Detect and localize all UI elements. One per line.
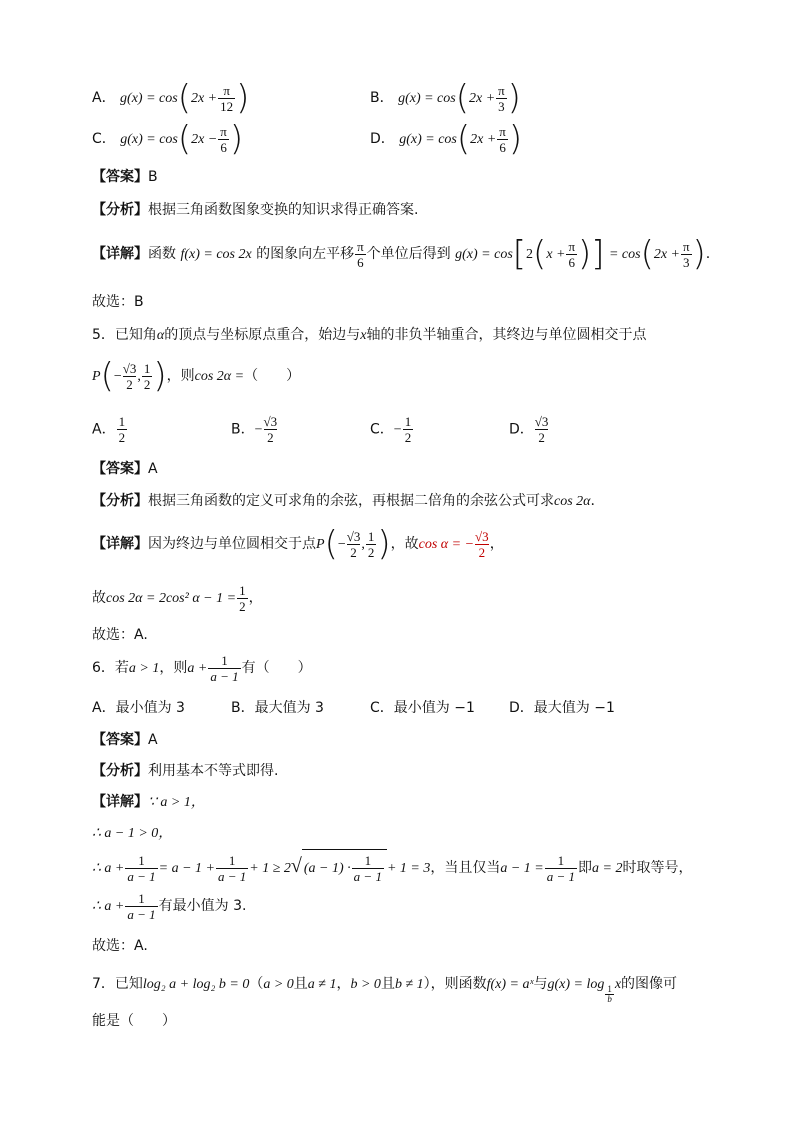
paren-left: ( [177,119,192,159]
q7-stem [92,966,677,1004]
detail-text: 时取等号， [622,860,693,876]
detail-expr: + 1 = 3 [386,861,431,876]
analysis-text: 根据三角函数图象变换的知识求得正确答案. [148,202,419,218]
detail-tag: 【详解】 [92,536,148,552]
detail-eq: = cos [608,247,641,262]
detail-expr: + 1 ≥ 2 [249,861,291,876]
q7-cond: b ≠ 1 [394,977,424,992]
q5-alpha: α [156,328,165,343]
q7-stem-text: 7．已知 [92,976,143,992]
answer-value: A [148,461,158,477]
option-label: A． [92,421,116,438]
detail-cos-frac: $\frac{√3}{2}$ [475,528,489,560]
detail-text: 即 [578,860,593,876]
point-y-frac: $\frac{1}{2}$ [143,360,151,392]
q5-b-frac: $\frac{√3}{2}$ [263,414,278,445]
paren-right: ) [508,119,523,159]
q6-expr: a + [187,661,208,676]
q5-x: x [360,328,367,343]
analysis-expr: cos 2α [554,494,591,509]
q7-fx: f(x) = aˣ [486,977,534,992]
q5-detail-line2 [92,580,263,617]
detail-expr: a − 1 = [500,861,544,876]
q4-option-c-func: g(x) = cos [120,132,178,147]
detail-tag: 【详解】 [92,794,148,810]
q5-analysis [92,490,595,510]
q4-option-c [92,121,243,158]
paren-right: ) [577,234,592,274]
detail-text: 有最小值为 3. [158,898,247,914]
q7-stem-text: 且 [380,976,395,992]
q4-choose: 故选：B [92,294,144,310]
q7-stem-text: 的图像可 [621,976,678,992]
q5-d-frac: $\frac{√3}{2}$ [534,414,549,445]
detail-inner: 2x + [653,247,681,262]
option-sign: − [393,422,402,438]
detail-text: 函数 [148,246,176,262]
point-x-frac: $\frac{√3}{2}$ [122,360,137,392]
q4-option-b-label: B． [370,90,394,106]
q6-frac: $\frac{1}{a - 1}$ [210,652,239,684]
q4-answer [92,166,158,186]
q5-option-a [92,414,128,445]
detail-frac: $\frac{1}{a - 1}$ [546,852,576,884]
option-sign: − [254,422,263,438]
paren-left: ( [324,524,338,564]
result-frac: $\frac{\pi}{3}$ [682,238,690,270]
q5-detail: 【详解】因为终边与单位圆相交于点P(− $\frac{√3}{2}$ , $\frac{1}{2}$ )，故cos α = − $\frac{√3}{2}$ ， [92,524,504,564]
q5-point: P(− $\frac{√3}{2}$ , $\frac{1}{2}$ )，则cos 2α =（ ） [92,356,301,396]
q7-cond: b > 0 [350,977,381,992]
paren-right: ) [377,524,391,564]
q6-stem [92,650,312,687]
point-p: P [316,537,325,552]
detail-text: 的图象向左平移 [256,246,355,262]
detail-expr: a = 2 [592,861,623,876]
q4-analysis [92,199,418,219]
answer-value: B [148,169,158,185]
paren-left: ( [177,78,191,118]
answer-tag: 【答案】 [92,169,148,185]
shift-frac: $\frac{\pi}{6}$ [357,238,364,270]
q5-stem-text: ，则 [166,368,195,384]
q6-analysis [92,760,278,780]
q7-stem-text: ， [336,976,351,992]
paren-left: ( [533,234,547,274]
detail-end: . [705,246,711,262]
option-label: D． [509,421,534,438]
q6-option-a: A．最小值为 3 [92,700,185,716]
answer-tag: 【答案】 [92,732,148,748]
detail-inner: x + [546,247,566,262]
detail-expr: ∴ a + [92,899,125,914]
detail-line: ∵ a > 1， [148,795,205,810]
paren-left: ( [456,119,471,159]
bracket-right: ] [591,234,605,274]
q4-option-d-frac: $\frac{\pi}{6}$ [499,123,506,155]
paren-right: ) [236,78,250,118]
analysis-end: . [590,493,595,509]
q6-stem-text: ，则 [159,660,188,676]
detail-text: 因为终边与单位圆相交于点 [148,536,316,552]
q6-cond: a > 1 [128,661,160,676]
q7-cond: a ≠ 1 [307,977,337,992]
q4-option-d-label: D． [370,131,395,147]
answer-value: A [148,732,158,748]
detail-frac: $\frac{1}{2}$ [239,582,246,614]
q6-option-b: B．最大值为 3 [231,700,324,716]
paren-right: ) [153,356,167,396]
q4-option-c-label: C． [92,131,116,147]
q6-choose: 故选：A. [92,938,148,954]
q7-stem-text: 与 [533,976,548,992]
q6-option-c: C．最小值为 −1 [370,700,475,716]
q6-stem-text: 有（ ） [241,660,312,676]
q4-option-a-inner: 2x + [190,91,218,106]
detail-tag: 【详解】 [92,246,148,262]
point-x-frac: $\frac{√3}{2}$ [346,528,361,560]
q6-detail-line2: ∴ a − 1 > 0， [92,826,173,841]
q4-option-a-label: A． [92,90,116,106]
q5-stem-text: 的顶点与坐标原点重合，始边与 [164,327,361,343]
detail-text: 个单位后得到 [366,246,451,262]
sqrt-body: (a − 1) · $\frac{1}{a - 1}$ [302,849,387,887]
detail-fx: f(x) = cos 2x [180,247,252,262]
analysis-tag: 【分析】 [92,763,148,779]
paren-left: ( [100,356,114,396]
detail-text: ，故 [390,536,419,552]
detail-text: ，当且仅当 [430,860,501,876]
q7-cond: log₂ a + log₂ b = 0 [142,977,250,992]
q4-option-d-func: g(x) = cos [399,132,457,147]
bracket-left: [ [512,234,527,274]
detail-expr: cos 2α = 2cos² α − 1 = [106,591,237,606]
shift-frac: $\frac{\pi}{6}$ [568,238,576,270]
q5-option-d [509,414,549,445]
q6-option-d: D．最大值为 −1 [509,700,615,716]
q6-stem-text: 6．若 [92,660,129,676]
q6-answer [92,729,158,749]
detail-cos: cos α = − [418,537,475,552]
q5-cos2a: cos 2α = [194,369,245,384]
paren-right: ) [507,78,521,118]
q4-option-a [92,80,249,117]
q5-option-b [231,414,278,445]
q7-cond: a > 0 [263,977,294,992]
q7-gx: g(x) = log [547,977,605,992]
detail-frac: $\frac{1}{a - 1}$ [217,852,247,884]
q6-detail-line4 [92,888,246,925]
q7-log-base: $\frac{1}{b}$ [607,984,612,1004]
q6-detail-line3: ∴ a + $\frac{1}{a - 1}$ = a − 1 + $\frac{1}{a - 1}$ + 1 ≥ 2√ (a − 1) · $\frac{1}{a - 1}$ + 1 = 3，当且仅当a − 1 = $\frac{1}{a - 1}$ 即a = 2时取等号， [92,848,693,887]
q5-stem-text: 5．已知角 [92,327,157,343]
detail-gx: g(x) = cos [455,247,513,262]
q4-option-b [370,80,521,117]
paren-right: ) [229,119,244,159]
paren-left: ( [640,234,654,274]
q7-stem-text: （ [249,976,264,992]
detail-expr: = a − 1 + [158,861,215,876]
analysis-tag: 【分析】 [92,493,148,509]
analysis-text: 利用基本不等式即得. [148,763,279,779]
q4-option-d-inner: 2x + [470,132,497,147]
q4-option-b-func: g(x) = cos [398,91,456,106]
point-y-frac: $\frac{1}{2}$ [367,528,375,560]
q4-option-a-func: g(x) = cos [120,91,178,106]
option-label: B． [231,421,255,438]
option-label: C． [370,421,394,438]
detail-coef: 2 [526,247,534,262]
q4-option-d [370,121,522,158]
answer-tag: 【答案】 [92,461,148,477]
analysis-tag: 【分析】 [92,202,148,218]
q7-stem-text: 且 [293,976,308,992]
q4-option-b-frac: $\frac{\pi}{3}$ [498,82,505,114]
detail-end: ， [489,536,504,552]
q7-gx-var: x [614,977,622,992]
point-p: P [92,369,101,384]
q5-a-frac: $\frac{1}{2}$ [118,414,126,445]
q4-detail [92,236,710,273]
q4-option-a-frac: $\frac{\pi}{12}$ [220,82,234,114]
analysis-text: 根据三角函数的定义可求角的余弦，再根据二倍角的余弦公式可求 [148,493,554,509]
q5-answer [92,458,158,478]
paren-right: ) [692,234,706,274]
q7-stem-line2: 能是（ ） [92,1013,176,1029]
detail-frac: $\frac{1}{a - 1}$ [127,852,156,884]
q5-stem [92,324,647,344]
q5-c-frac: $\frac{1}{2}$ [404,414,412,445]
q6-detail [92,791,205,811]
q5-option-c [370,414,414,445]
q5-paren: （ ） [244,368,301,384]
detail-expr: ∴ a + [92,861,125,876]
detail-end: ， [248,590,263,606]
q7-stem-text: ），则函数 [423,976,487,992]
q4-option-b-inner: 2x + [468,91,496,106]
q5-stem-text: 轴的非负半轴重合，其终边与单位圆相交于点 [366,327,647,343]
detail-text: 故 [92,590,106,606]
paren-left: ( [455,78,469,118]
q4-option-c-frac: $\frac{\pi}{6}$ [220,123,227,155]
detail-frac: $\frac{1}{a - 1}$ [127,890,156,922]
q5-choose: 故选：A. [92,627,148,643]
q4-option-c-inner: 2x − [191,132,218,147]
